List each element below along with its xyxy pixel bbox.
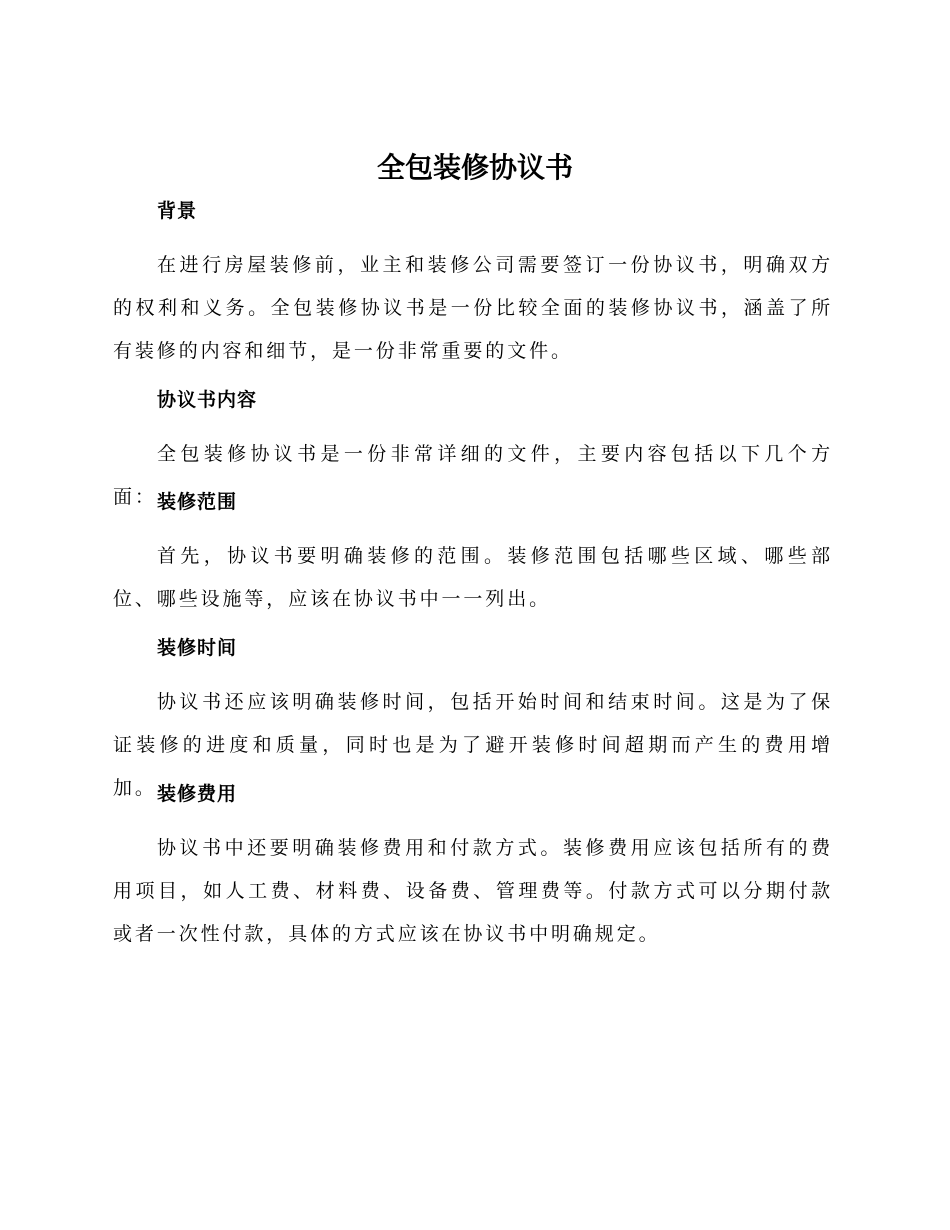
section-renovation-scope [113, 487, 833, 621]
section-paragraph: 协议书中还要明确装修费用和付款方式。装修费用应该包括所有的费用项目，如人工费、材料费、设备费、管理费等。付款方式可以分期付款或者一次性付款，具体的方式应该在协议书中明确规定。 [113, 837, 833, 945]
section-paragraph: 首先，协议书要明确装修的范围。装修范围包括哪些区域、哪些部位、哪些设施等，应该在协议书中一一列出。 [113, 545, 833, 610]
document-title: 全包装修协议书 [376, 151, 573, 184]
section-heading: 协议书内容 [157, 389, 258, 411]
section-heading: 装修时间 [157, 637, 238, 659]
section-background [113, 196, 833, 373]
section-heading: 装修范围 [157, 491, 238, 513]
section-renovation-cost [113, 779, 833, 956]
section-paragraph: 全包装修协议书是一份非常详细的文件，主要内容包括以下几个方面： [113, 443, 833, 508]
section-paragraph: 协议书还应该明确装修时间，包括开始时间和结束时间。这是为了保证装修的进度和质量，同时也是为了避开装修时间超期而产生的费用增加。 [113, 691, 833, 799]
section-heading: 装修费用 [157, 783, 238, 805]
section-paragraph: 在进行房屋装修前，业主和装修公司需要签订一份协议书，明确双方的权利和义务。全包装修协议书是一份比较全面的装修协议书，涵盖了所有装修的内容和细节，是一份非常重要的文件。 [113, 254, 833, 362]
section-heading: 背景 [157, 200, 198, 222]
